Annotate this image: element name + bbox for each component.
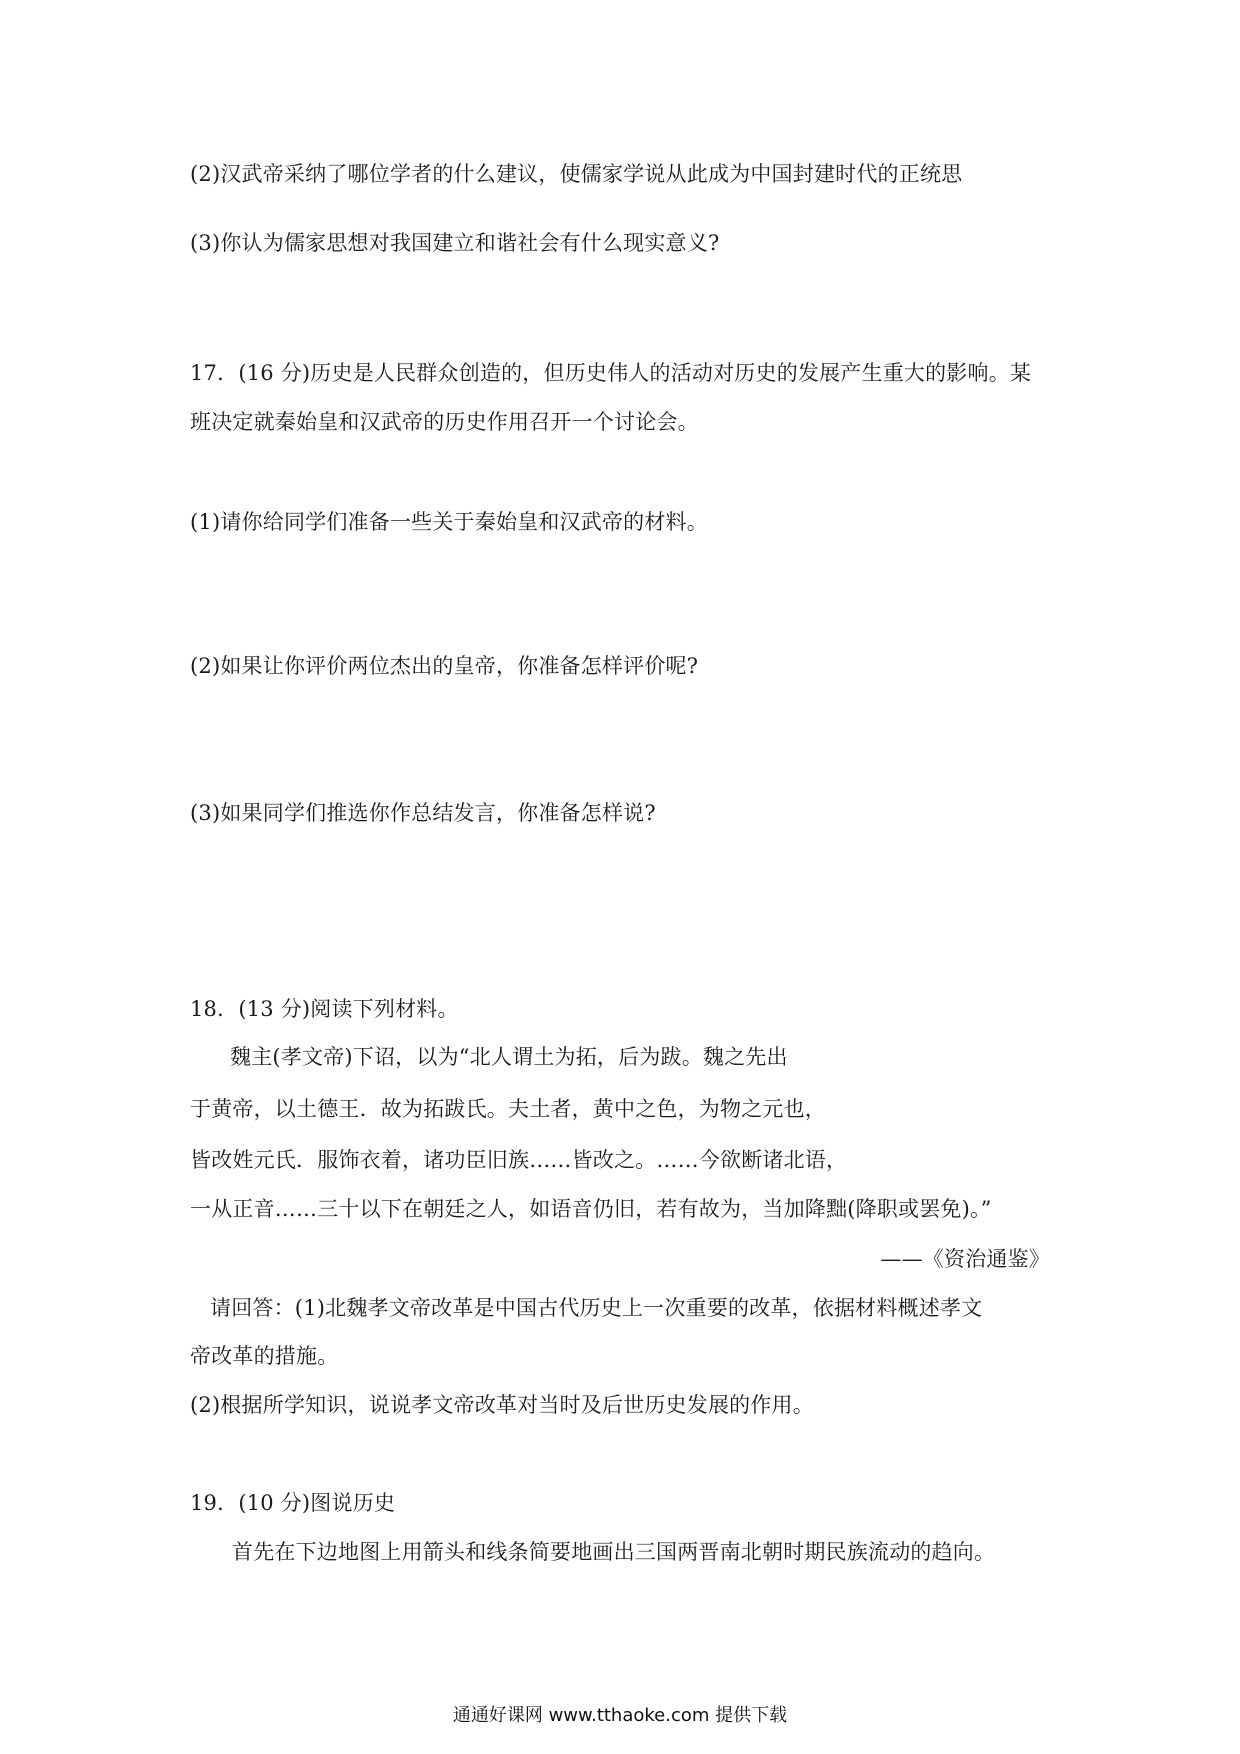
- q18-part2: (2)根据所学知识，说说孝文帝改革对当时及后世历史发展的作用。: [190, 1393, 814, 1417]
- page-footer: 通通好课网 www.tthaoke.com 提供下载: [452, 1705, 788, 1726]
- q19-instruction: 首先在下边地图上用箭头和线条简要地画出三国两晋南北朝时期民族流动的趋向。: [232, 1540, 996, 1564]
- q17-intro-line1: 17．(16 分)历史是人民群众创造的，但历史伟人的活动对历史的发展产生重大的影响。某: [190, 361, 1032, 385]
- q18-material-line3: 皆改姓元氏．服饰衣着，诸功臣旧族……皆改之。……今欲断诸北语，: [190, 1148, 848, 1172]
- q16-part3: (3)你认为儒家思想对我国建立和谐社会有什么现实意义?: [190, 231, 720, 255]
- q18-material-line4: 一从正音……三十以下在朝廷之人，如语音仍旧，若有故为，当加降黜(降职或罢免)。”: [190, 1197, 992, 1221]
- q18-source: ——《资治通鉴》: [880, 1247, 1050, 1271]
- q18-title: 18．(13 分)阅读下列材料。: [190, 997, 459, 1021]
- q17-part3: (3)如果同学们推选你作总结发言，你准备怎样说?: [190, 801, 656, 825]
- q17-intro-line2: 班决定就秦始皇和汉武帝的历史作用召开一个讨论会。: [190, 410, 699, 434]
- q19-title: 19．(10 分)图说历史: [190, 1491, 396, 1515]
- q18-material-line2: 于黄帝，以土德王．故为拓跋氏。夫土者，黄中之色，为物之元也，: [190, 1097, 826, 1121]
- q18-material-line1: 魏主(孝文帝)下诏，以为“北人谓土为拓，后为跋。魏之先出: [230, 1045, 788, 1069]
- q17-part1: (1)请你给同学们准备一些关于秦始皇和汉武帝的材料。: [190, 510, 708, 534]
- q18-question-line1: 请回答：(1)北魏孝文帝改革是中国古代历史上一次重要的改革，依据材料概述孝文: [210, 1296, 983, 1320]
- q17-part2: (2)如果让你评价两位杰出的皇帝，你准备怎样评价呢?: [190, 654, 699, 678]
- q18-question-line2: 帝改革的措施。: [190, 1344, 339, 1368]
- q16-part2: (2)汉武帝采纳了哪位学者的什么建议，使儒家学说从此成为中国封建时代的正统思: [190, 162, 963, 186]
